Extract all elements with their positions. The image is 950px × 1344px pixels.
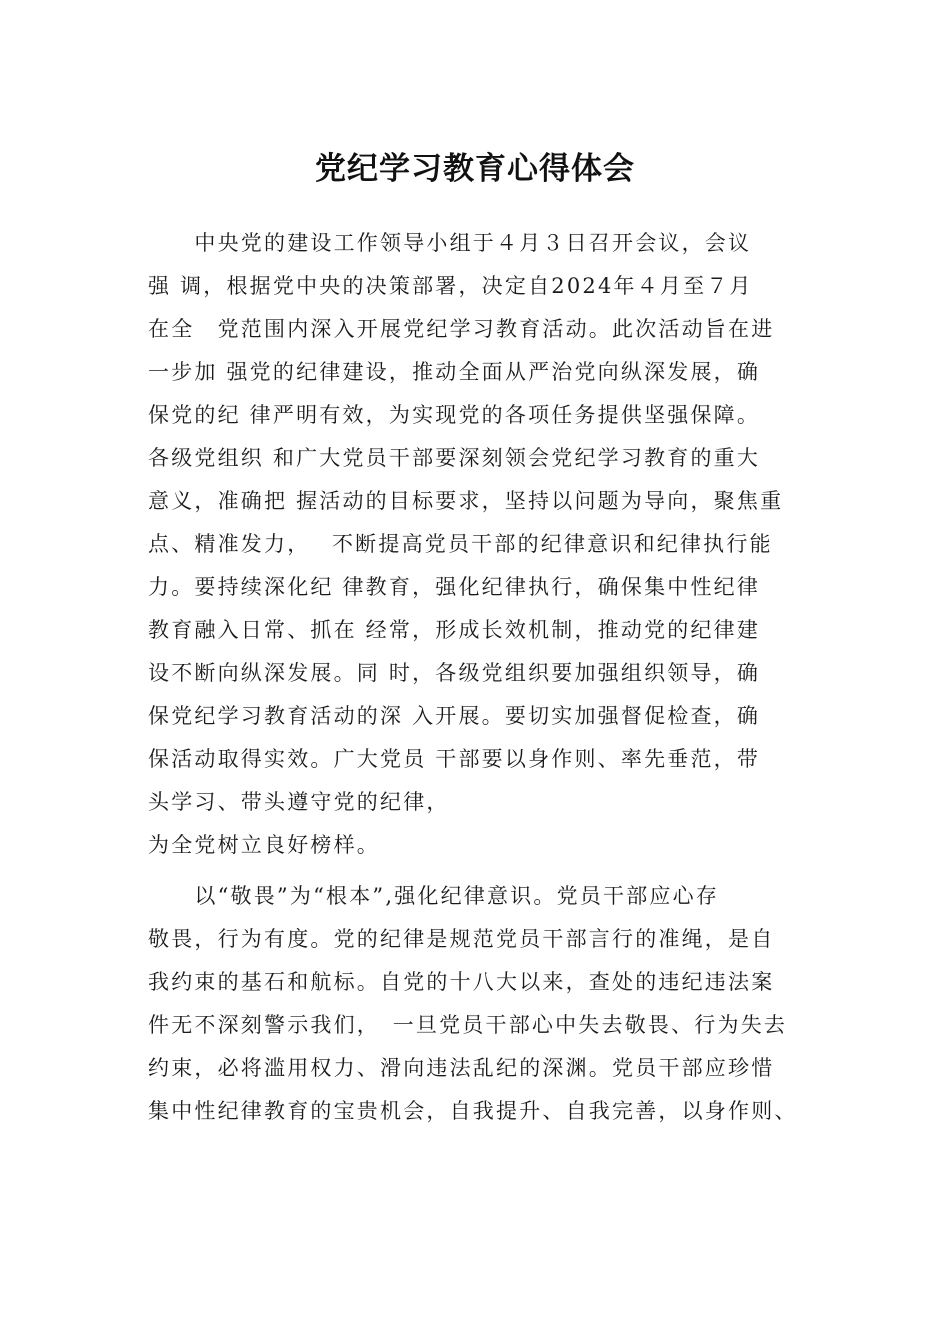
text-line: 敬畏，行为有度。党的纪律是规范党员干部言行的准绳，是自 bbox=[148, 927, 775, 951]
text-line: 为全党树立良好榜样。 bbox=[148, 833, 380, 857]
text-line: 保党纪学习教育活动的深 入开展。要切实加强督促检查，确 bbox=[148, 704, 761, 728]
text-line: 强 调，根据党中央的决策部署，决定自2024年４月至７月 bbox=[148, 274, 753, 298]
text-line: 以“敬畏”为“根本”,强化纪律意识。党员干部应心存 bbox=[148, 884, 720, 908]
text-line: 头学习、带头遵守党的纪律， bbox=[148, 790, 450, 814]
text-line: 保活动取得实效。广大党员 干部要以身作则、率先垂范，带 bbox=[148, 747, 761, 771]
text-line: 各级党组织 和广大党员干部要深刻领会党纪学习教育的重大 bbox=[148, 446, 761, 470]
text-line: 意义，准确把 握活动的目标要求，坚持以问题为导向，聚焦重 bbox=[148, 489, 784, 513]
text-line: 保党的纪 律严明有效，为实现党的各项任务提供坚强保障。 bbox=[148, 403, 761, 427]
text-line: 设不断向纵深发展。同 时，各级党组织要加强组织领导，确 bbox=[148, 661, 761, 685]
text-line: 我约束的基石和航标。自党的十八大以来，查处的违纪违法案 bbox=[148, 970, 775, 994]
text-line: 约束，必将滥用权力、滑向违法乱纪的深渊。党员干部应珍惜 bbox=[148, 1056, 775, 1080]
paragraph-1 bbox=[148, 222, 808, 867]
document-title: 党纪学习教育心得体会 bbox=[315, 151, 635, 187]
text-line: 在全 党范围内深入开展党纪学习教育活动。此次活动旨在进 bbox=[148, 317, 775, 341]
text-line: 集中性纪律教育的宝贵机会，自我提升、自我完善，以身作则、 bbox=[148, 1099, 798, 1123]
text-line: 点、精准发力， 不断提高党员干部的纪律意识和纪律执行能 bbox=[148, 532, 773, 556]
text-line: 力。要持续深化纪 律教育，强化纪律执行，确保集中性纪律 bbox=[148, 575, 761, 599]
text-line: 中央党的建设工作领导小组于４月３日召开会议，会议 bbox=[148, 231, 752, 255]
paragraph-2 bbox=[148, 875, 808, 1133]
text-line: 教育融入日常、抓在 经常，形成长效机制，推动党的纪律建 bbox=[148, 618, 761, 642]
text-line: 件无不深刻警示我们， 一旦党员干部心中失去敬畏、行为失去 bbox=[148, 1013, 788, 1037]
text-line: 一步加 强党的纪律建设，推动全面从严治党向纵深发展，确 bbox=[148, 360, 761, 384]
